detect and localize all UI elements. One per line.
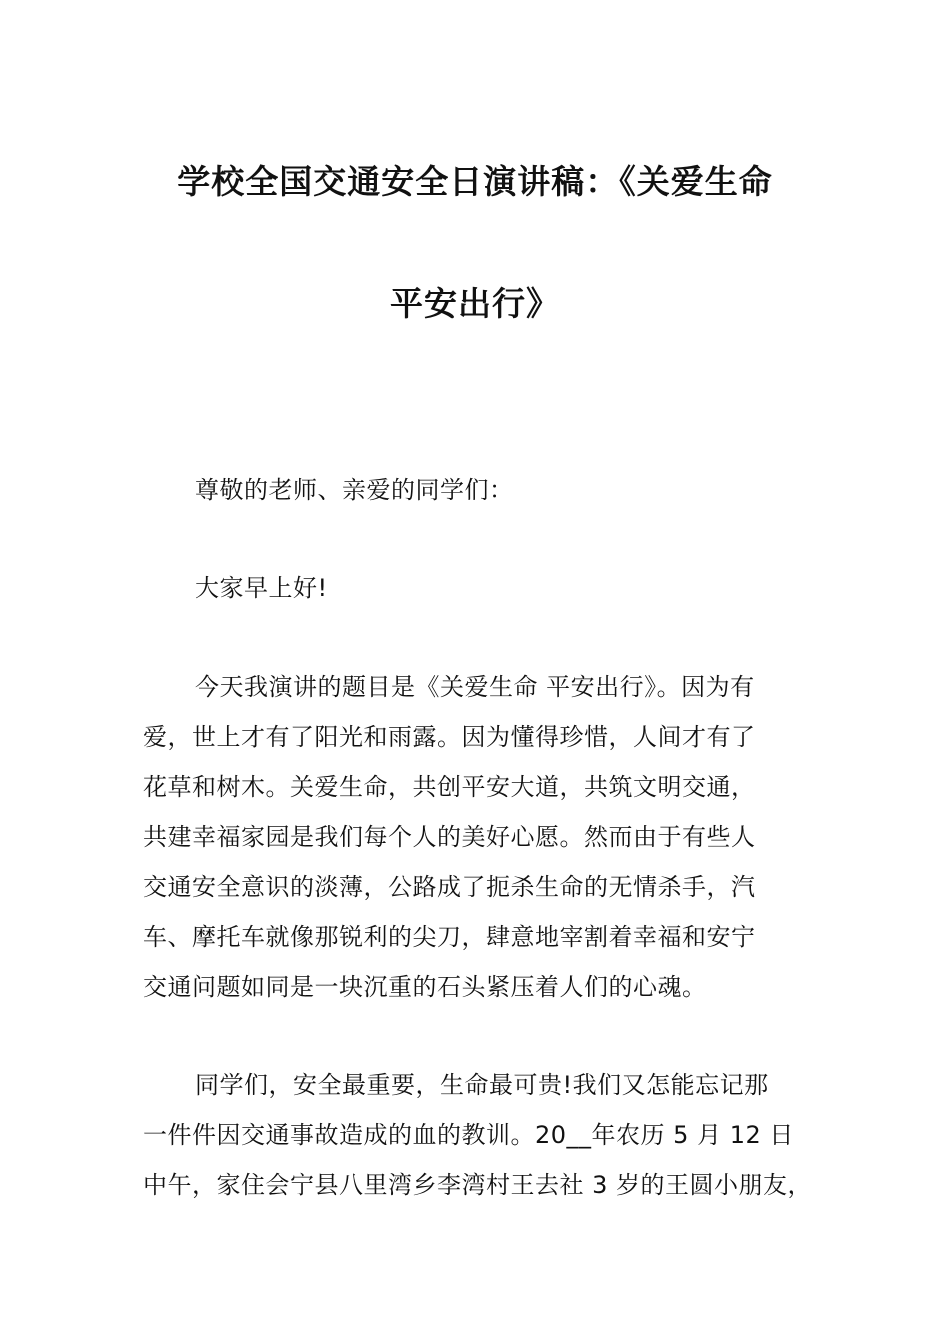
paragraph-line: 爱，世上才有了阳光和雨露。因为懂得珍惜，人间才有了 [143, 723, 756, 751]
document-title-line-2: 平安出行》 [390, 284, 560, 323]
paragraph-line: 今天我演讲的题目是《关爱生命 平安出行》。因为有 [195, 673, 755, 701]
greeting [143, 563, 843, 613]
paragraph-2 [143, 1060, 843, 1210]
paragraph-line: 车、摩托车就像那锐利的尖刀，肆意地宰割着幸福和安宁 [143, 923, 756, 951]
document-title-line-1: 学校全国交通安全日演讲稿：《关爱生命 [177, 162, 773, 201]
paragraph-line: 交通安全意识的淡薄，公路成了扼杀生命的无情杀手，汽 [143, 873, 756, 901]
paragraph-line: 一件件因交通事故造成的血的教训。20__年农历 5 月 12 日 [143, 1121, 794, 1149]
paragraph-line: 花草和树木。关爱生命，共创平安大道，共筑文明交通， [143, 773, 756, 801]
greeting-text: 大家早上好! [195, 574, 328, 602]
paragraph-line: 中午，家住会宁县八里湾乡李湾村王去社 3 岁的王圆小朋友， [143, 1171, 813, 1199]
salutation [143, 465, 843, 515]
paragraph-1 [143, 662, 843, 1012]
paragraph-line: 同学们，安全最重要，生命最可贵!我们又怎能忘记那 [195, 1071, 769, 1099]
salutation-text: 尊敬的老师、亲爱的同学们： [195, 476, 514, 504]
paragraph-line: 交通问题如同是一块沉重的石头紧压着人们的心魂。 [143, 973, 707, 1001]
paragraph-line: 共建幸福家园是我们每个人的美好心愿。然而由于有些人 [143, 823, 756, 851]
